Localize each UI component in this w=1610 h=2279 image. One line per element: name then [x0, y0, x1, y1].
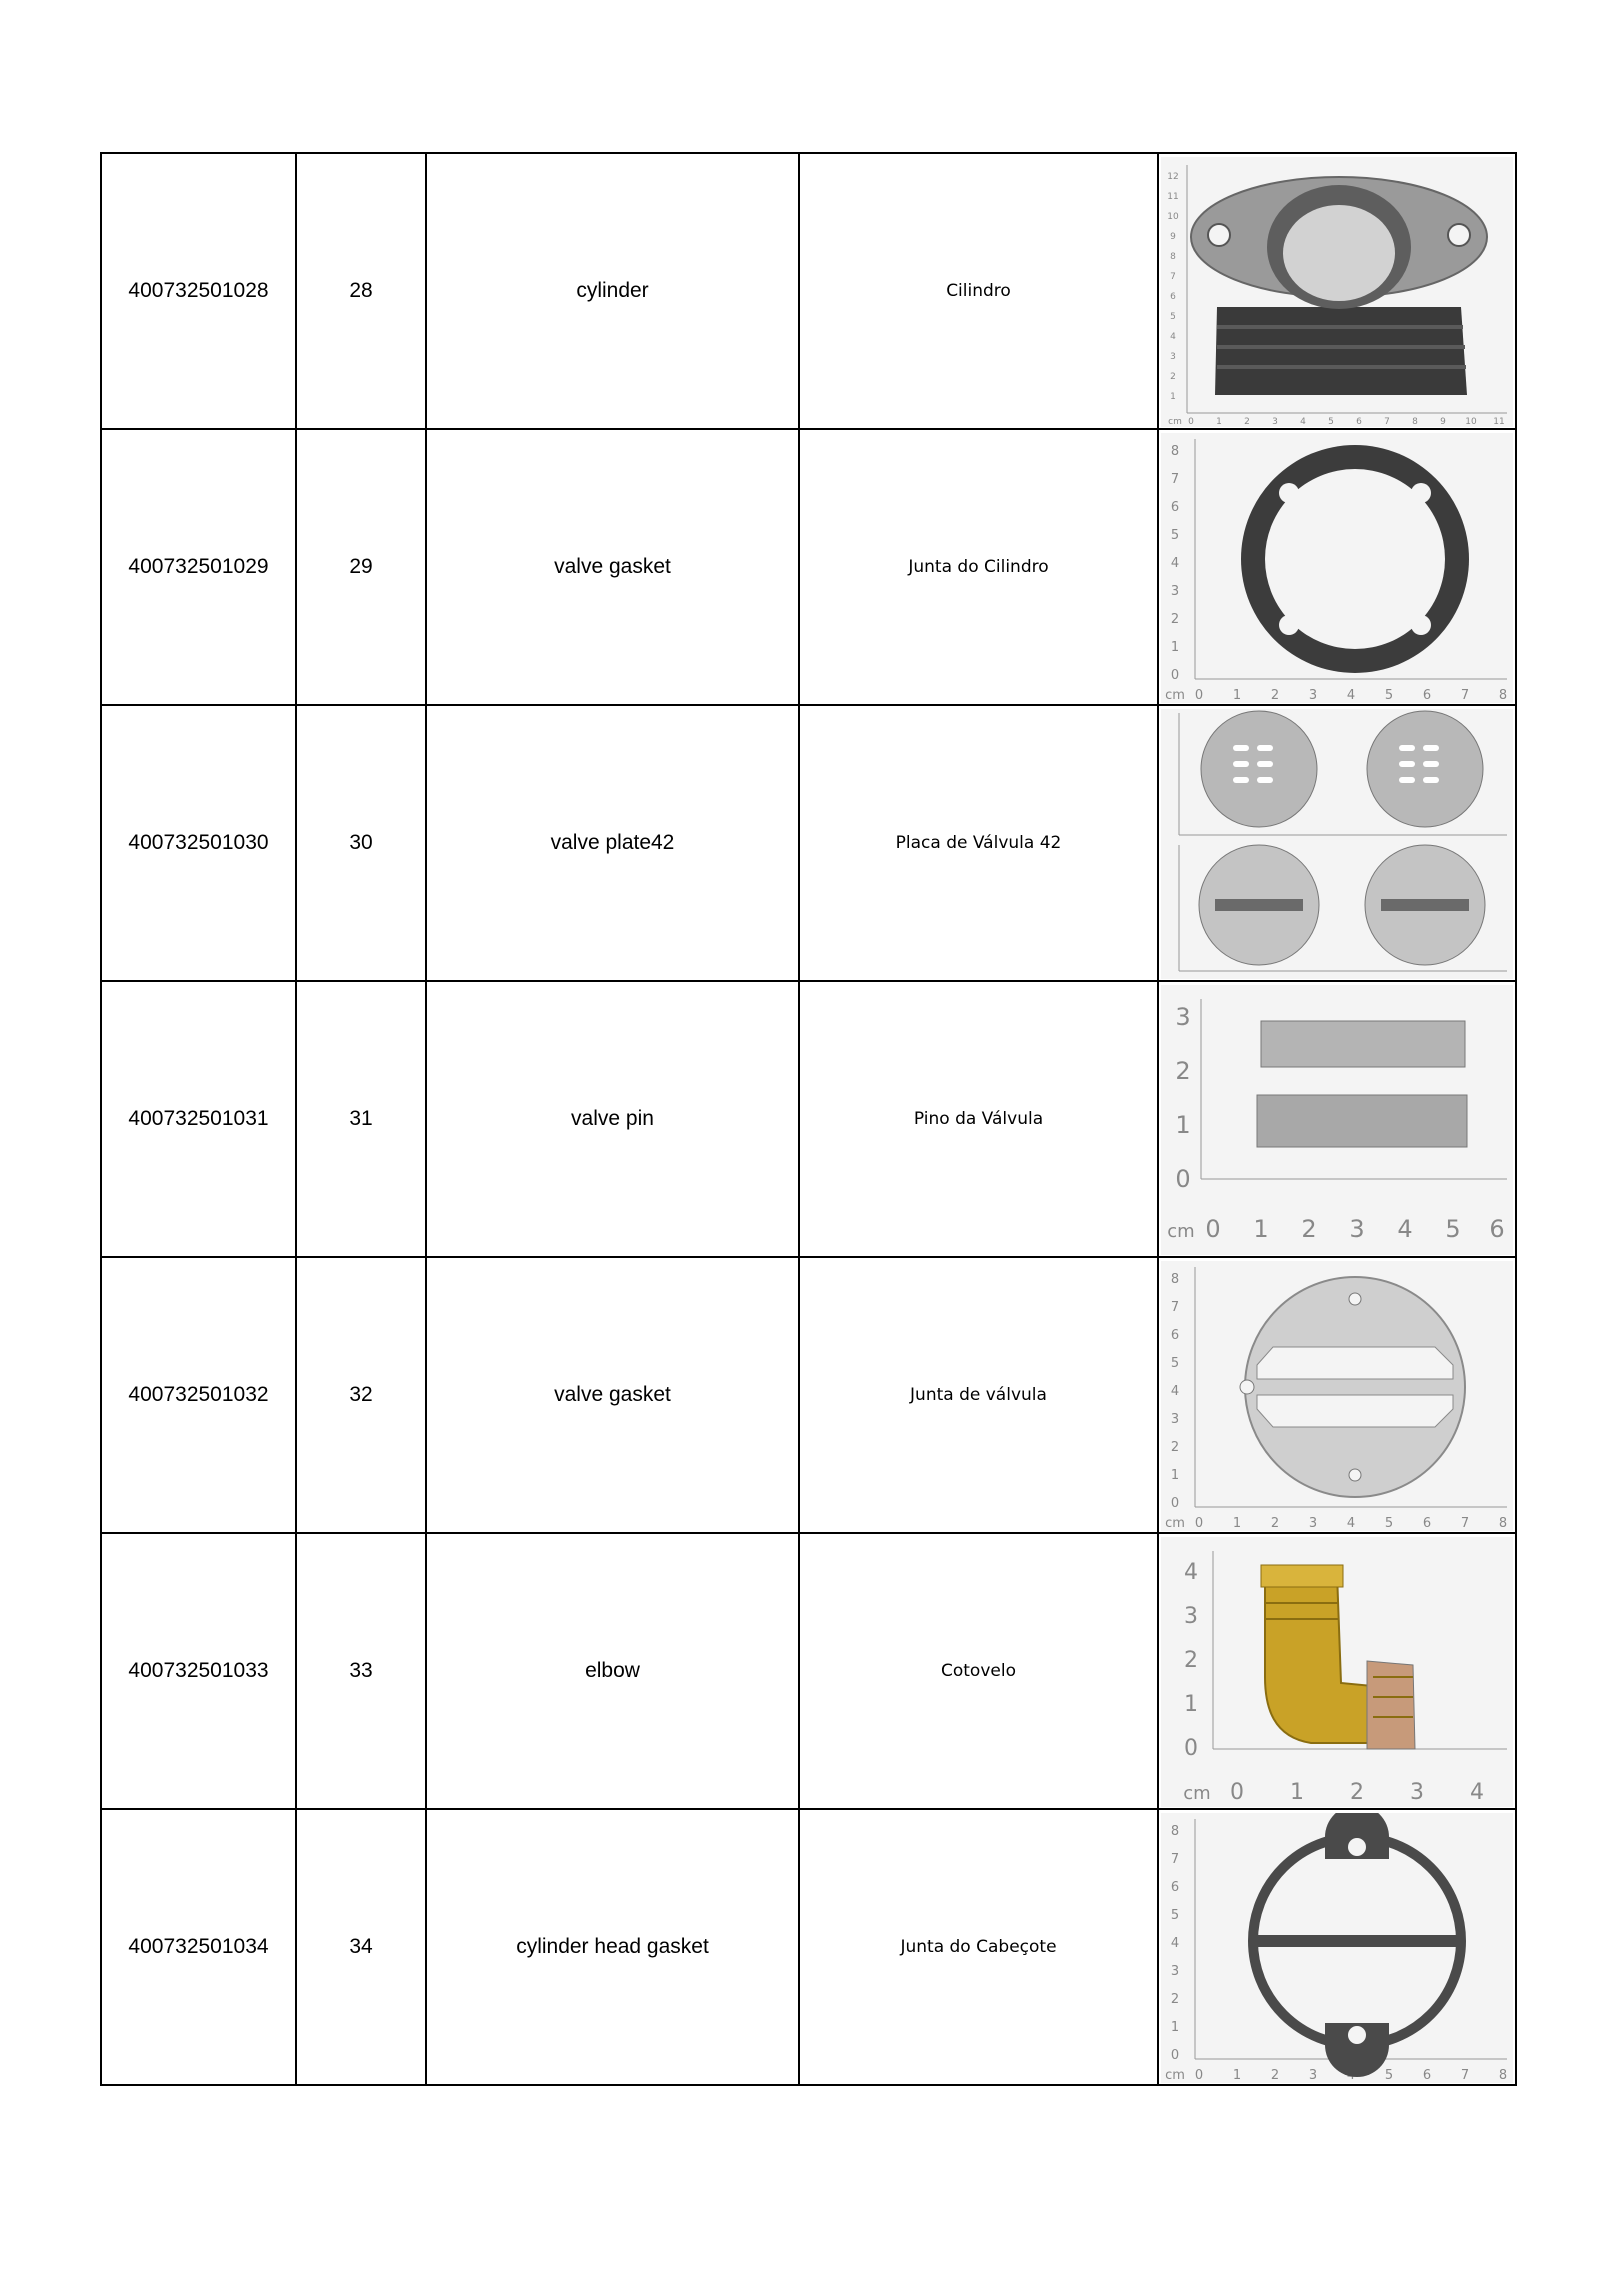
- svg-text:1: 1: [1253, 1214, 1269, 1243]
- svg-text:6: 6: [1170, 1327, 1180, 1343]
- svg-text:3: 3: [1170, 351, 1176, 362]
- part-code: 400732501030: [101, 705, 296, 981]
- svg-text:2: 2: [1270, 2067, 1280, 2083]
- svg-text:11: 11: [1493, 416, 1505, 427]
- svg-text:3: 3: [1170, 1411, 1180, 1427]
- svg-text:3: 3: [1308, 2067, 1318, 2083]
- svg-text:0: 0: [1194, 687, 1204, 703]
- svg-text:1: 1: [1232, 687, 1242, 703]
- svg-text:4: 4: [1346, 1515, 1356, 1531]
- part-code: 400732501028: [101, 153, 296, 429]
- svg-text:5: 5: [1384, 1515, 1394, 1531]
- part-name-pt: Pino da Válvula: [799, 981, 1158, 1257]
- svg-text:7: 7: [1460, 687, 1470, 703]
- part-code: 400732501034: [101, 1809, 296, 2085]
- svg-text:8: 8: [1170, 1271, 1180, 1287]
- svg-text:9: 9: [1440, 416, 1446, 427]
- svg-text:0: 0: [1230, 1779, 1244, 1805]
- valve-pin-photo: [1161, 985, 1513, 1255]
- part-name-pt: Junta do Cabeçote: [799, 1809, 1158, 2085]
- part-name-en: valve pin: [426, 981, 799, 1257]
- svg-text:8: 8: [1412, 416, 1418, 427]
- svg-text:4: 4: [1300, 416, 1306, 427]
- svg-text:7: 7: [1384, 416, 1390, 427]
- svg-text:3: 3: [1308, 1515, 1318, 1531]
- svg-text:8: 8: [1498, 2067, 1508, 2083]
- part-name-pt: Cilindro: [799, 153, 1158, 429]
- svg-text:cm: cm: [1183, 1782, 1211, 1804]
- svg-text:3: 3: [1349, 1214, 1365, 1243]
- svg-text:3: 3: [1170, 1963, 1180, 1979]
- svg-text:0: 0: [1175, 1164, 1191, 1193]
- svg-text:7: 7: [1170, 1299, 1180, 1315]
- part-number: 28: [296, 153, 426, 429]
- table-row: [101, 153, 1516, 429]
- svg-text:7: 7: [1170, 271, 1176, 282]
- part-number: 29: [296, 429, 426, 705]
- svg-text:2: 2: [1270, 687, 1280, 703]
- svg-text:3: 3: [1175, 1002, 1191, 1031]
- svg-text:1: 1: [1170, 1467, 1180, 1483]
- valve-plate-photo: [1161, 709, 1513, 979]
- svg-text:7: 7: [1460, 2067, 1470, 2083]
- svg-text:12: 12: [1167, 171, 1179, 182]
- svg-text:1: 1: [1232, 1515, 1242, 1531]
- table-row: [101, 1257, 1516, 1533]
- svg-text:2: 2: [1170, 1991, 1180, 2007]
- cylinder-head-gasket-photo: [1161, 1813, 1513, 2083]
- part-name-pt: Junta de válvula: [799, 1257, 1158, 1533]
- svg-text:9: 9: [1170, 231, 1176, 242]
- svg-text:5: 5: [1170, 1355, 1180, 1371]
- part-name-pt: Cotovelo: [799, 1533, 1158, 1809]
- svg-text:1: 1: [1170, 391, 1176, 402]
- valve-gasket-photo: [1161, 1261, 1513, 1531]
- table-row: [101, 1533, 1516, 1809]
- svg-text:5: 5: [1170, 1907, 1180, 1923]
- svg-text:0: 0: [1205, 1214, 1221, 1243]
- part-name-en: cylinder head gasket: [426, 1809, 799, 2085]
- svg-text:cm: cm: [1165, 1515, 1185, 1531]
- part-number: 34: [296, 1809, 426, 2085]
- svg-text:0: 0: [1184, 1735, 1198, 1761]
- part-name-en: valve gasket: [426, 429, 799, 705]
- svg-text:7: 7: [1460, 1515, 1470, 1531]
- svg-text:1: 1: [1216, 416, 1222, 427]
- svg-text:cm: cm: [1165, 2067, 1185, 2083]
- part-code: 400732501029: [101, 429, 296, 705]
- part-name-en: cylinder: [426, 153, 799, 429]
- cylinder-photo: [1161, 157, 1513, 427]
- part-name-en: valve gasket: [426, 1257, 799, 1533]
- svg-text:7: 7: [1170, 471, 1180, 487]
- part-name-en: valve plate42: [426, 705, 799, 981]
- svg-text:10: 10: [1465, 416, 1477, 427]
- svg-text:8: 8: [1170, 251, 1176, 262]
- svg-text:4: 4: [1346, 687, 1356, 703]
- svg-text:1: 1: [1184, 1691, 1198, 1717]
- svg-text:1: 1: [1290, 1779, 1304, 1805]
- svg-text:6: 6: [1170, 1879, 1180, 1895]
- svg-text:8: 8: [1170, 1823, 1180, 1839]
- svg-text:10: 10: [1167, 211, 1179, 222]
- svg-text:5: 5: [1170, 527, 1180, 543]
- svg-text:cm: cm: [1165, 687, 1185, 703]
- svg-text:4: 4: [1397, 1214, 1413, 1243]
- part-number: 30: [296, 705, 426, 981]
- svg-text:4: 4: [1170, 1383, 1180, 1399]
- svg-text:4: 4: [1170, 1935, 1180, 1951]
- elbow-photo: [1161, 1537, 1513, 1807]
- svg-text:6: 6: [1489, 1214, 1505, 1243]
- svg-text:6: 6: [1422, 2067, 1432, 2083]
- svg-text:2: 2: [1175, 1056, 1191, 1085]
- svg-text:5: 5: [1384, 687, 1394, 703]
- part-number: 31: [296, 981, 426, 1257]
- svg-text:6: 6: [1356, 416, 1362, 427]
- svg-text:1: 1: [1170, 639, 1180, 655]
- part-name-pt: Junta do Cilindro: [799, 429, 1158, 705]
- svg-text:cm: cm: [1168, 416, 1182, 427]
- svg-text:3: 3: [1410, 1779, 1424, 1805]
- table-row: [101, 705, 1516, 981]
- svg-text:11: 11: [1167, 191, 1179, 202]
- svg-text:cm: cm: [1167, 1220, 1195, 1242]
- table-row: [101, 981, 1516, 1257]
- parts-table: [100, 152, 1517, 2086]
- svg-text:4: 4: [1470, 1779, 1484, 1805]
- svg-text:5: 5: [1445, 1214, 1461, 1243]
- part-number: 32: [296, 1257, 426, 1533]
- svg-text:2: 2: [1170, 611, 1180, 627]
- svg-text:1: 1: [1175, 1110, 1191, 1139]
- svg-text:2: 2: [1350, 1779, 1364, 1805]
- svg-text:0: 0: [1170, 1495, 1180, 1511]
- svg-text:5: 5: [1384, 2067, 1394, 2083]
- part-code: 400732501032: [101, 1257, 296, 1533]
- cylinder-gasket-photo: [1161, 433, 1513, 703]
- svg-text:0: 0: [1188, 416, 1194, 427]
- svg-text:6: 6: [1422, 687, 1432, 703]
- svg-text:2: 2: [1301, 1214, 1317, 1243]
- part-name-en: elbow: [426, 1533, 799, 1809]
- svg-text:0: 0: [1194, 2067, 1204, 2083]
- svg-text:2: 2: [1184, 1647, 1198, 1673]
- svg-text:3: 3: [1170, 583, 1180, 599]
- svg-text:0: 0: [1170, 2047, 1180, 2063]
- svg-text:0: 0: [1170, 667, 1180, 683]
- part-code: 400732501031: [101, 981, 296, 1257]
- svg-text:4: 4: [1170, 331, 1176, 342]
- part-number: 33: [296, 1533, 426, 1809]
- svg-text:3: 3: [1184, 1603, 1198, 1629]
- svg-text:2: 2: [1244, 416, 1250, 427]
- svg-text:6: 6: [1170, 291, 1176, 302]
- svg-text:6: 6: [1422, 1515, 1432, 1531]
- svg-text:5: 5: [1328, 416, 1334, 427]
- svg-text:4: 4: [1170, 555, 1180, 571]
- svg-text:3: 3: [1308, 687, 1318, 703]
- svg-text:8: 8: [1170, 443, 1180, 459]
- svg-text:7: 7: [1170, 1851, 1180, 1867]
- part-code: 400732501033: [101, 1533, 296, 1809]
- svg-text:3: 3: [1272, 416, 1278, 427]
- svg-text:0: 0: [1194, 1515, 1204, 1531]
- svg-text:4: 4: [1184, 1559, 1198, 1585]
- table-row: [101, 429, 1516, 705]
- svg-text:8: 8: [1498, 687, 1508, 703]
- svg-text:6: 6: [1170, 499, 1180, 515]
- table-row: [101, 1809, 1516, 2085]
- svg-text:8: 8: [1498, 1515, 1508, 1531]
- svg-text:1: 1: [1232, 2067, 1242, 2083]
- svg-text:2: 2: [1170, 371, 1176, 382]
- part-name-pt: Placa de Válvula 42: [799, 705, 1158, 981]
- svg-text:1: 1: [1170, 2019, 1180, 2035]
- svg-text:2: 2: [1270, 1515, 1280, 1531]
- svg-text:5: 5: [1170, 311, 1176, 322]
- svg-text:2: 2: [1170, 1439, 1180, 1455]
